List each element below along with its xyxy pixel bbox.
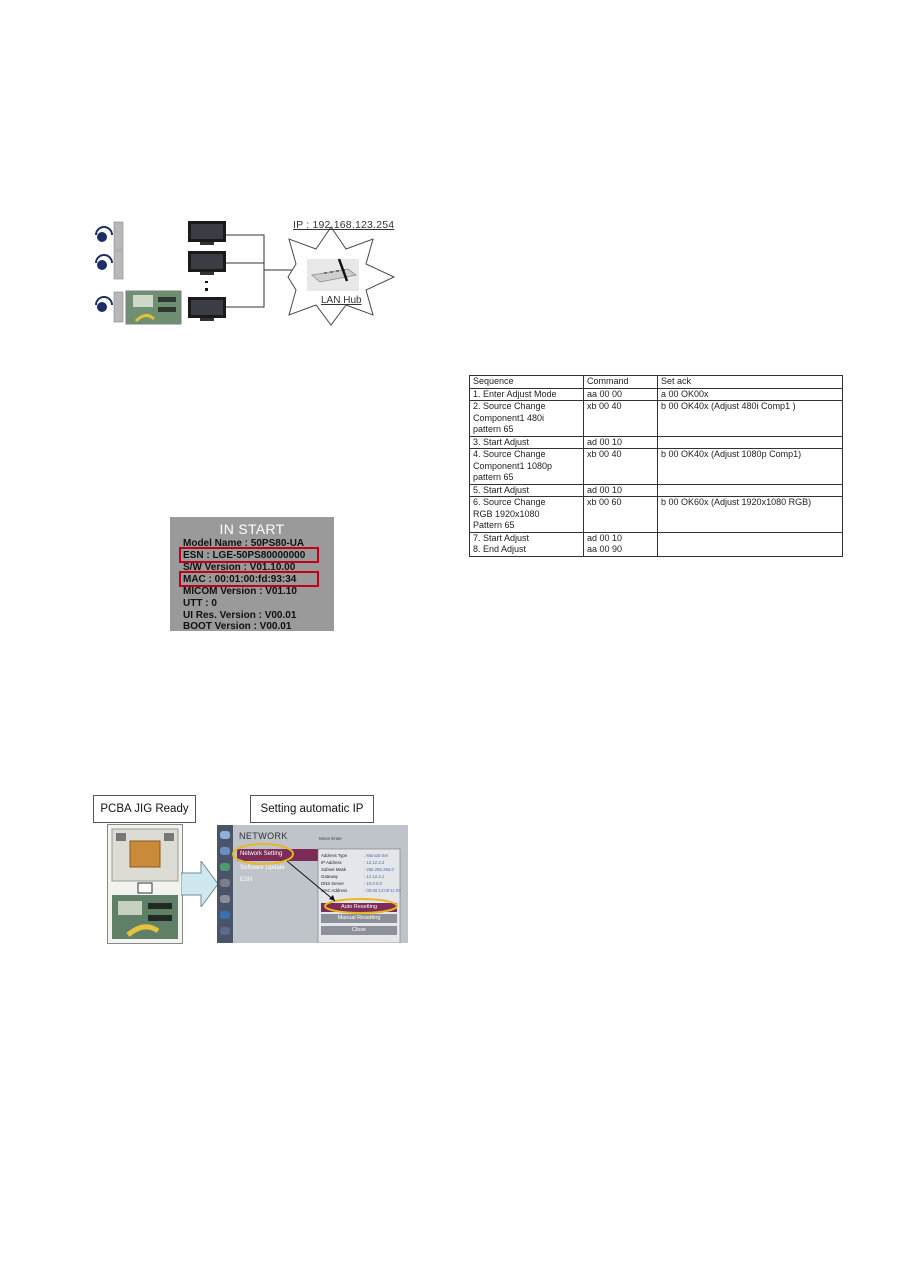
cell-text: 4. Source Change: [473, 449, 546, 459]
cell-text: b 00 OK40x (Adjust 480i Comp1 ): [661, 401, 796, 411]
cell-text: 1. Enter Adjust Mode: [473, 388, 557, 399]
cell-ack: [658, 532, 843, 556]
close-button[interactable]: Close: [351, 927, 367, 933]
table-row: [470, 401, 843, 437]
cell-text: 2. Source Change: [473, 401, 546, 411]
cell-command: [584, 436, 658, 449]
cell-command: [584, 497, 658, 533]
cell-sequence: [470, 484, 584, 497]
header-sequence: Sequence: [470, 376, 584, 389]
detail-value: : Manual Set: [364, 853, 389, 858]
in-start-screen: [170, 517, 334, 631]
headset-icon: [96, 292, 123, 322]
cell-text: 8. End Adjust: [473, 544, 527, 554]
detail-label: IP Address: [321, 860, 342, 865]
headset-icon: [96, 251, 123, 279]
jig-photo-graphic: [108, 825, 182, 943]
detail-label: Address Type: [321, 853, 348, 858]
cell-text: 6. Source Change: [473, 497, 546, 507]
auto-resetting-button[interactable]: Auto Resetting: [340, 904, 378, 910]
menu-item-software-update[interactable]: Software Update: [240, 865, 285, 871]
network-cables: [226, 235, 293, 307]
hub-ip-address: IP : 192.168.123.254: [293, 219, 395, 231]
table-row: [470, 436, 843, 449]
detail-label: DNS Server: [321, 881, 344, 886]
header-command: Command: [584, 376, 658, 389]
cell-text: aa 00 00: [587, 388, 623, 399]
esn-highlight-box: [179, 547, 319, 563]
pcb-board-icon: [126, 291, 181, 324]
cell-command: [584, 484, 658, 497]
cell-ack: [658, 449, 843, 485]
mac-highlight-box: [179, 571, 319, 587]
menu-item-network-setting[interactable]: Network Setting: [240, 851, 283, 857]
cell-sequence: [470, 388, 584, 401]
cell-ack: [658, 401, 843, 437]
cell-text: pattern 65: [473, 424, 514, 434]
detail-value: : 10.0.0.0: [364, 881, 382, 886]
network-menu-title: NETWORK: [239, 831, 288, 841]
cell-sequence: [470, 532, 584, 556]
network-settings-screen: [217, 825, 408, 943]
info-line-sw-version: S/W Version : V01.10.00: [183, 562, 296, 573]
pcba-jig-ready-label: PCBA JIG Ready: [93, 795, 196, 823]
cell-ack: [658, 436, 843, 449]
cell-text: xb 00 40: [587, 401, 622, 411]
arrow-right-icon: [181, 861, 219, 907]
in-start-title: IN START: [219, 521, 285, 537]
cell-command: [584, 401, 658, 437]
setting-automatic-ip-label: Setting automatic IP: [250, 795, 374, 823]
cell-text: xb 00 60: [587, 497, 622, 507]
cell-text: b 00 OK40x (Adjust 1080p Comp1): [661, 449, 802, 459]
headset-icon: [96, 222, 123, 250]
detail-label: Gateway: [321, 874, 338, 879]
menu-item-esn[interactable]: ESN: [240, 877, 253, 883]
cell-text: 7. Start Adjust: [473, 532, 530, 543]
cell-text: Component1 1080p: [473, 460, 553, 471]
ellipsis-dots: [205, 281, 208, 291]
table-row: [470, 449, 843, 485]
tv-monitor-icon: [188, 297, 226, 321]
table-row: [470, 497, 843, 533]
cell-command: [584, 388, 658, 401]
detail-value: : 12.12.2.2: [364, 860, 385, 865]
adjust-command-table: [469, 375, 843, 557]
tv-monitor-icon: [188, 251, 226, 275]
detail-value: : 255.255.255.0: [364, 867, 394, 872]
hub-caption: LAN Hub: [321, 295, 362, 306]
cell-text: 5. Start Adjust: [473, 484, 530, 495]
pcba-jig-photo: [107, 824, 183, 944]
info-line-model: Model Name : 50PS80-UA: [183, 538, 305, 549]
manual-resetting-button[interactable]: Manual Resetting: [337, 915, 381, 921]
detail-value: : 12.12.2.1: [364, 874, 385, 879]
lan-connection-diagram: [88, 215, 408, 330]
cell-text: ad 00 10: [587, 532, 623, 543]
cell-text: Component1 480i: [473, 412, 545, 423]
cell-sequence: [470, 436, 584, 449]
network-menu-hint: Move Enter: [319, 836, 343, 841]
detail-value: : 00:00:14:00:11:00: [364, 888, 401, 893]
cell-text: a 00 OK00x: [661, 388, 709, 399]
table-header-row: [470, 376, 843, 389]
cell-text: Pattern 65: [473, 520, 515, 530]
cell-text: aa 00 90: [587, 544, 623, 554]
table-row: [470, 484, 843, 497]
cell-ack: [658, 388, 843, 401]
cell-text: 3. Start Adjust: [473, 436, 530, 447]
detail-label: MAC Address: [321, 888, 348, 893]
detail-label: Subnet Mask: [321, 867, 347, 872]
table-row: [470, 532, 843, 556]
header-set-ack: Set ack: [658, 376, 843, 389]
cell-command: [584, 449, 658, 485]
cell-sequence: [470, 449, 584, 485]
info-line-mac: MAC : 00:01:00:fd:93:34: [183, 574, 297, 585]
cell-text: ad 00 10: [587, 484, 623, 495]
info-line-micom: MICOM Version : V01.10: [183, 586, 297, 597]
cell-text: xb 00 40: [587, 449, 622, 459]
info-line-utt: UTT : 0: [183, 598, 217, 609]
cell-sequence: [470, 401, 584, 437]
cell-ack: [658, 484, 843, 497]
info-line-esn: ESN : LGE-50PS80000000: [183, 550, 306, 561]
cell-text: b 00 OK60x (Adjust 1920x1080 RGB): [661, 497, 812, 507]
cell-text: RGB 1920x1080: [473, 508, 540, 519]
info-line-ui-res: UI Res. Version : V00.01: [183, 610, 297, 621]
lan-diagram-graphic: [88, 215, 408, 330]
cell-text: ad 00 10: [587, 436, 623, 447]
info-line-boot: BOOT Version : V00.01: [183, 621, 292, 632]
cell-command: [584, 532, 658, 556]
cell-sequence: [470, 497, 584, 533]
tv-monitor-icon: [188, 221, 226, 245]
cell-ack: [658, 497, 843, 533]
table-row: [470, 388, 843, 401]
cell-text: pattern 65: [473, 472, 514, 482]
router-icon: [307, 259, 359, 291]
